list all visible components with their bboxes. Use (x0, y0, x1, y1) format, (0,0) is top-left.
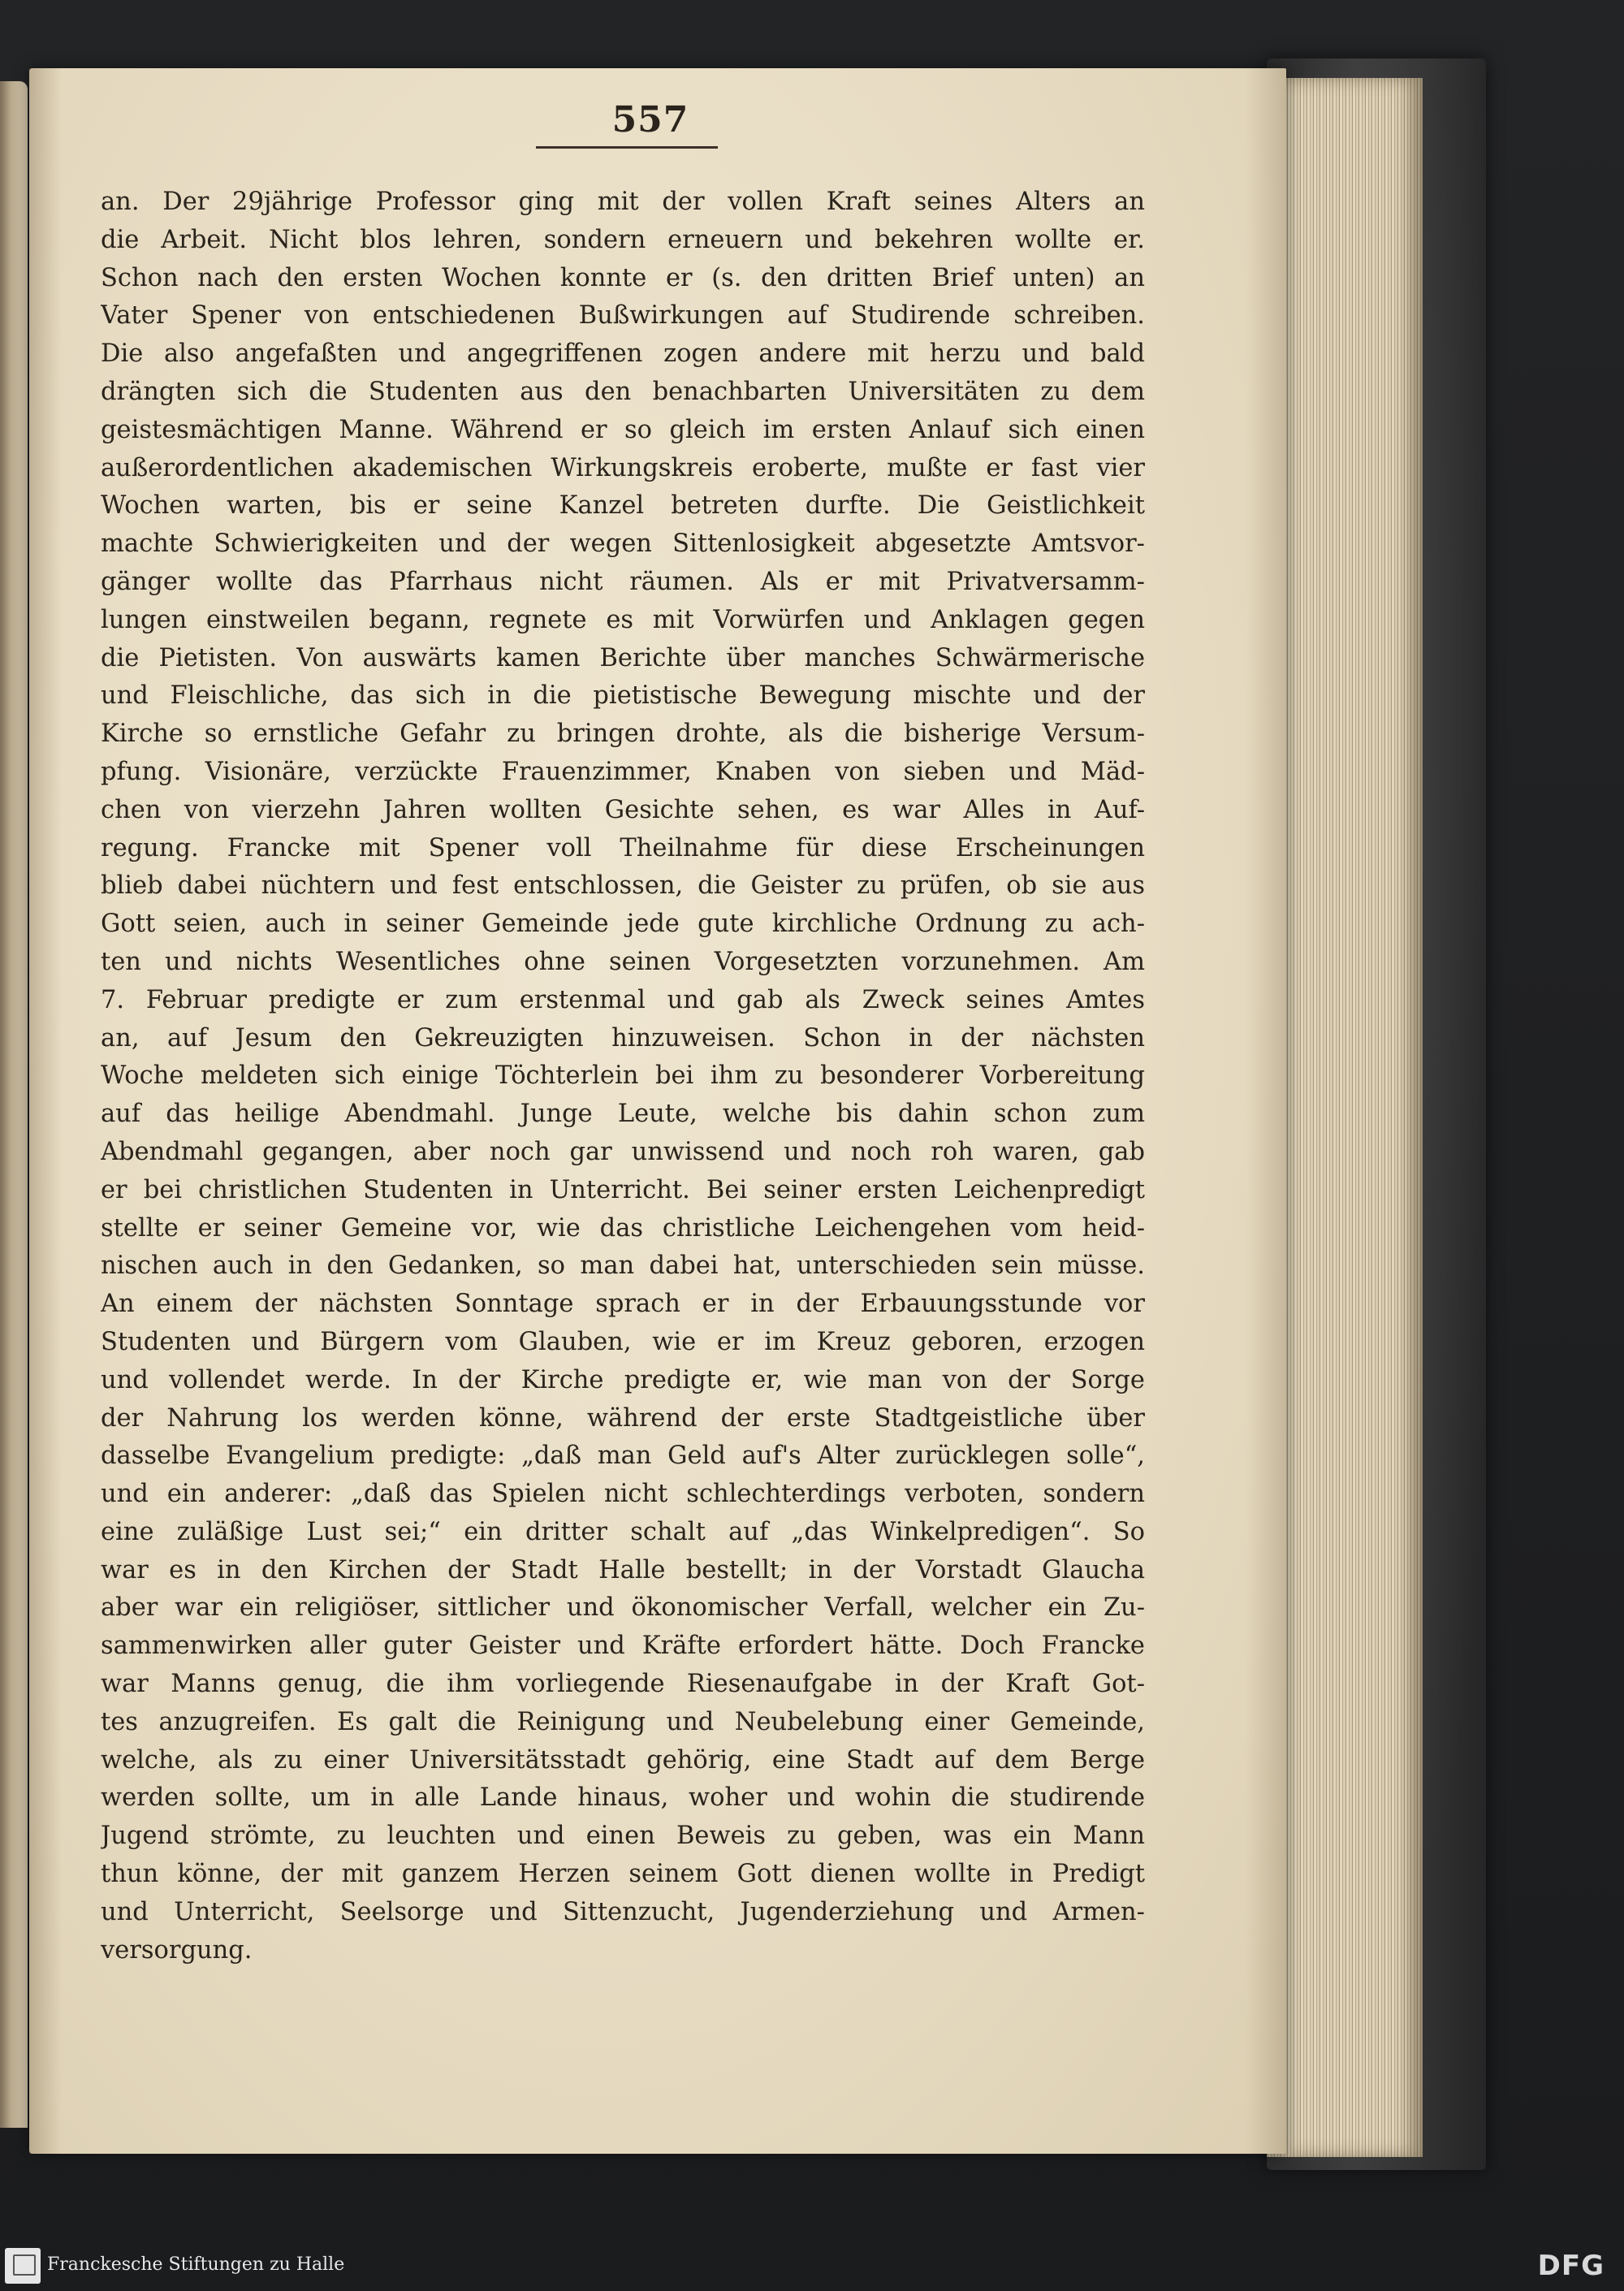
text-line: sammenwirken aller guter Geister und Kräfte erfordert hätte. Doch Francke (101, 1632, 1145, 1661)
previous-page-edge (0, 81, 28, 2128)
text-line: ten und nichts Wesentliches ohne seinen Vorgesetzten vorzunehmen. Am (101, 947, 1145, 976)
text-line: regung. Francke mit Spener voll Theilnahme für diese Erscheinungen (101, 833, 1145, 862)
text-line: pfung. Visionäre, verzückte Frauenzimmer, Knaben von sieben und Mäd- (101, 757, 1145, 786)
text-line: war Manns genug, die ihm vorliegende Riesenaufgabe in der Kraft Got- (101, 1670, 1145, 1699)
text-line: werden sollte, um in alle Lande hinaus, woher und wohin die studirende (101, 1783, 1145, 1813)
body-text (101, 184, 1145, 1969)
text-line: Jugend strömte, zu leuchten und einen Beweis zu geben, was ein Mann (101, 1822, 1145, 1851)
text-line: auf das heilige Abendmahl. Junge Leute, welche bis dahin schon zum (101, 1100, 1145, 1129)
text-line: Die also angefaßten und angegriffenen zogen andere mit herzu und bald (101, 339, 1145, 369)
text-line: chen von vierzehn Jahren wollten Gesichte sehen, es war Alles in Auf- (101, 795, 1145, 824)
text-line: Gott seien, auch in seiner Gemeinde jede gute kirchliche Ordnung zu ach- (101, 910, 1145, 939)
text-line: drängten sich die Studenten aus den benachbarten Universitäten zu dem (101, 377, 1145, 406)
text-line: Wochen warten, bis er seine Kanzel betreten durfte. Die Geistlichkeit (101, 491, 1145, 521)
text-line: der Nahrung los werden könne, während der erste Stadtgeistliche über (101, 1403, 1145, 1433)
text-line: und vollendet werde. In der Kirche predigte er, wie man von der Sorge (101, 1365, 1145, 1394)
text-line: lungen einstweilen begann, regnete es mit Vorwürfen und Anklagen gegen (101, 605, 1145, 634)
text-line: Studenten und Bürgern vom Glauben, wie er im Kreuz geboren, erzogen (101, 1327, 1145, 1356)
page-number-rule (536, 146, 718, 149)
text-line: dasselbe Evangelium predigte: „daß man Geld auf's Alter zurücklegen solle“, (101, 1442, 1145, 1471)
text-line: an, auf Jesum den Gekreuzigten hinzuweisen. Schon in der nächsten (101, 1023, 1145, 1053)
text-line: blieb dabei nüchtern und fest entschlossen, die Geister zu prüfen, ob sie aus (101, 871, 1145, 901)
text-line: versorgung. (101, 1935, 253, 1965)
text-line: und Fleischliche, das sich in die pietistische Bewegung mischte und der (101, 681, 1145, 711)
text-line: gänger wollte das Pfarrhaus nicht räumen. Als er mit Privatversamm- (101, 567, 1145, 596)
text-line: An einem der nächsten Sonntage sprach er in der Erbauungsstunde vor (101, 1290, 1145, 1319)
text-line: und Unterricht, Seelsorge und Sittenzucht, Jugenderziehung und Armen- (101, 1897, 1145, 1926)
dfg-logo: DFG (1537, 2250, 1605, 2282)
library-logo-icon (5, 2248, 41, 2284)
text-line: Schon nach den ersten Wochen konnte er (s. den dritten Brief unten) an (101, 263, 1145, 292)
viewer-footer (0, 2241, 1624, 2291)
text-line: thun könne, der mit ganzem Herzen seinem Gott dienen wollte in Predigt (101, 1860, 1145, 1889)
text-line: nischen auch in den Gedanken, so man dabei hat, unterschieden sein müsse. (101, 1251, 1145, 1281)
text-line: machte Schwierigkeiten und der wegen Sittenlosigkeit abgesetzte Amtsvor- (101, 530, 1145, 559)
text-line: Vater Spener von entschiedenen Bußwirkungen auf Studirende schreiben. (101, 301, 1145, 331)
text-line: geistesmächtigen Manne. Während er so gleich im ersten Anlauf sich einen (101, 415, 1145, 444)
text-line: und ein anderer: „daß das Spielen nicht schlechterdings verboten, sondern (101, 1480, 1145, 1509)
text-line: Kirche so ernstliche Gefahr zu bringen drohte, als die bisherige Versum- (101, 720, 1145, 749)
text-line: stellte er seiner Gemeine vor, wie das christliche Leichengehen vom heid- (101, 1213, 1145, 1243)
page-number: 557 (611, 99, 689, 140)
text-line: Abendmahl gegangen, aber noch gar unwissend und noch roh waren, gab (101, 1137, 1145, 1166)
text-line: war es in den Kirchen der Stadt Halle bestellt; in der Vorstadt Glaucha (101, 1555, 1145, 1584)
text-line: an. Der 29jährige Professor ging mit der vollen Kraft seines Alters an (101, 188, 1145, 216)
text-line: die Pietisten. Von auswärts kamen Berichte über manches Schwärmerische (101, 643, 1145, 672)
text-line: aber war ein religiöser, sittlicher und ökonomischer Verfall, welcher ein Zu- (101, 1593, 1145, 1623)
text-line: außerordentlichen akademischen Wirkungskreis eroberte, mußte er fast vier (101, 453, 1145, 482)
page-stack-edge (1267, 78, 1423, 2157)
text-line: er bei christlichen Studenten in Unterricht. Bei seiner ersten Leichenpredigt (101, 1175, 1145, 1204)
text-line: tes anzugreifen. Es galt die Reinigung und Neubelebung einer Gemeinde, (101, 1707, 1145, 1736)
text-line: Woche meldeten sich einige Töchterlein bei ihm zu besonderer Vorbereitung (101, 1061, 1145, 1091)
institution-name: Franckesche Stiftungen zu Halle (47, 2254, 345, 2275)
text-line: die Arbeit. Nicht blos lehren, sondern erneuern und bekehren wollte er. (101, 225, 1145, 254)
text-line: eine zuläßige Lust sei;“ ein dritter schalt auf „das Winkelpredigen“. So (101, 1517, 1145, 1546)
text-line: 7. Februar predigte er zum erstenmal und gab als Zweck seines Amtes (101, 985, 1145, 1014)
text-line: welche, als zu einer Universitätsstadt gehörig, eine Stadt auf dem Berge (101, 1745, 1145, 1774)
scanned-page (29, 68, 1286, 2154)
